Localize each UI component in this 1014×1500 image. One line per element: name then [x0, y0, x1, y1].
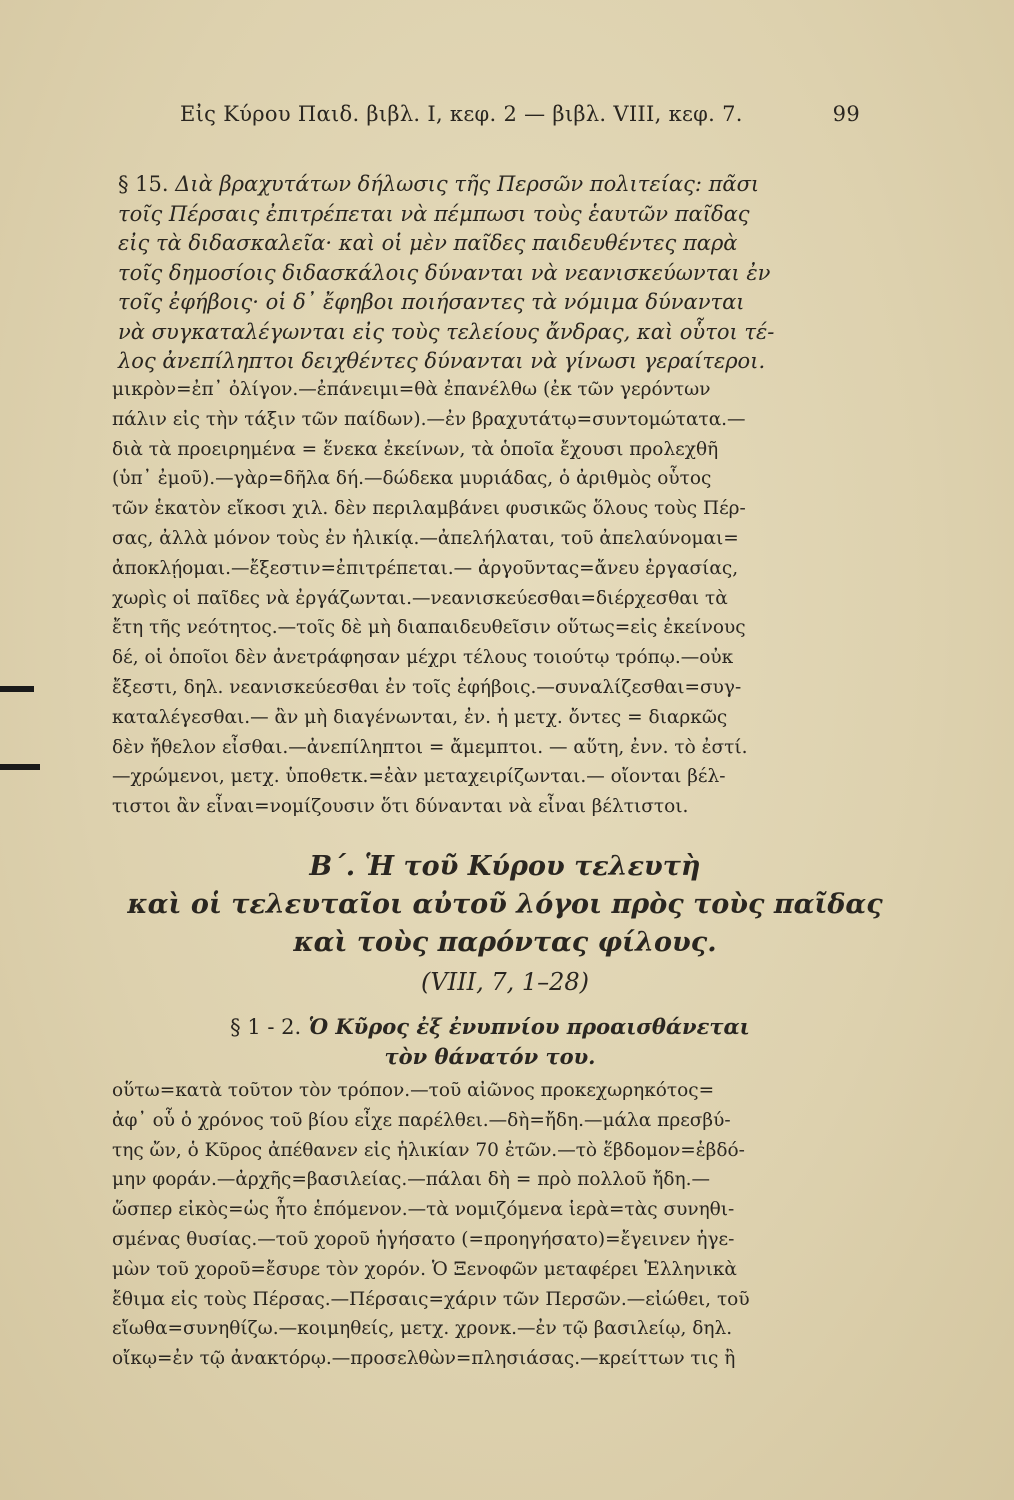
- note-line: διὰ τὰ προειρημένα = ἕνεκα ἐκείνων, τὰ ὁποῖα ἔχουσι προλεχθῆ: [112, 438, 719, 460]
- note-line: σας, ἀλλὰ μόνον τοὺς ἐν ἡλικίᾳ.—ἀπελήλαται, τοῦ ἀπελαύνομαι=: [112, 527, 739, 549]
- chapter-title-line-2: καὶ οἱ τελευταῖοι αὐτοῦ λόγοι πρὸς τοὺς παῖδας: [127, 889, 883, 920]
- section-15-line-3: εἰς τὰ διδασκαλεῖα· καὶ οἱ μὲν παῖδες παιδευθέντες παρὰ: [118, 231, 738, 255]
- section-15-line-5: τοῖς ἐφήβοις· οἱ δ᾽ ἔφηβοι ποιήσαντες τὰ νόμιμα δύνανται: [118, 290, 745, 314]
- note-line: τῶν ἑκατὸν εἴκοσι χιλ. δὲν περιλαμβάνει φυσικῶς ὅλους τοὺς Πέρ-: [112, 498, 746, 520]
- margin-mark: [0, 686, 34, 692]
- section-15-line-2: τοῖς Πέρσαις ἐπιτρέπεται νὰ πέμπωσι τοὺς ἑαυτῶν παῖδας: [118, 201, 750, 226]
- note-line: (ὑπ᾽ ἐμοῦ).—γὰρ=δῆλα δή.—δώδεκα μυριάδας, ὁ ἀριθμὸς οὗτος: [112, 468, 712, 490]
- note-line: δὲν ἤθελον εἶσθαι.—ἀνεπίληπτοι = ἄμεμπτοι. — αὕτη, ἐνν. τὸ ἐστί.: [112, 736, 748, 758]
- chapter-title-line-1: Β΄. Ἡ τοῦ Κύρου τελευτὴ: [309, 851, 701, 882]
- note-line: οὕτω=κατὰ τοῦτον τὸν τρόπον.—τοῦ αἰῶνος προκεχωρηκότος=: [112, 1080, 715, 1101]
- section-15-line-1: § 15. Διὰ βραχυτάτων δήλωσις τῆς Περσῶν πολιτείας: πᾶσι: [118, 172, 760, 196]
- note-line: —χρώμενοι, μετχ. ὑποθετκ.=ἐὰν μεταχειρίζωνται.— οἴονται βέλ-: [112, 766, 726, 788]
- note-line: καταλέγεσθαι.— ἂν μὴ διαγένωνται, ἐν. ἡ μετχ. ὄντες = διαρκῶς: [112, 706, 728, 728]
- section-15-line-4: τοῖς δημοσίοις διδασκάλοις δύνανται νὰ νεανισκεύωνται ἐν: [118, 260, 771, 285]
- note-line: πάλιν εἰς τὴν τάξιν τῶν παίδων).—ἐν βραχυτάτῳ=συντομώτατα.—: [112, 408, 746, 430]
- section-15-line-7: λος ἀνεπίληπτοι δειχθέντες δύνανται νὰ γίνωσι γεραίτεροι.: [118, 349, 766, 373]
- page-number: 99: [832, 102, 860, 126]
- subsection-heading: [190, 1012, 790, 1071]
- chapter-title: [100, 848, 910, 962]
- note-line: χωρὶς οἱ παῖδες νὰ ἐργάζωνται.—νεανισκεύεσθαι=διέρχεσθαι τὰ: [112, 587, 728, 609]
- note-line: ἔθιμα εἰς τοὺς Πέρσας.—Πέρσαις=χάριν τῶν Περσῶν.—εἰώθει, τοῦ: [112, 1288, 750, 1310]
- subsection-title-line-2: τὸν θάνατόν του.: [384, 1044, 596, 1069]
- note-line: μικρὸν=ἐπ᾽ ὀλίγον.—ἐπάνειμι=θὰ ἐπανέλθω (ἐκ τῶν γερόντων: [112, 379, 711, 400]
- note-line: οἴκῳ=ἐν τῷ ἀνακτόρῳ.—προσελθὼν=πλησιάσας.—κρείττων τις ἢ: [112, 1348, 736, 1370]
- commentary-notes-1: [112, 375, 847, 822]
- running-title: Εἰς Κύρου Παιδ. βιβλ. Ι, κεφ. 2 — βιβλ. VIII, κεφ. 7.: [180, 102, 743, 126]
- note-line: ἔξεστι, δηλ. νεανισκεύεσθαι ἐν τοῖς ἐφήβοις.—συναλίζεσθαι=συγ-: [112, 676, 742, 698]
- section-15-text: [118, 170, 863, 377]
- note-line: μὼν τοῦ χοροῦ=ἔσυρε τὸν χορόν. Ὁ Ξενοφῶν μεταφέρει Ἑλληνικὰ: [112, 1258, 737, 1280]
- note-line: δέ, οἱ ὁποῖοι δὲν ἀνετράφησαν μέχρι τέλους τοιούτῳ τρόπῳ.—οὐκ: [112, 647, 734, 669]
- note-line: ἀποκλῄομαι.—ἔξεστιν=ἐπιτρέπεται.— ἀργοῦντας=ἄνευ ἐργασίας,: [112, 557, 739, 579]
- margin-mark: [0, 764, 40, 770]
- note-line: της ὤν, ὁ Κῦρος ἀπέθανεν εἰς ἡλικίαν 70 ἐτῶν.—τὸ ἕβδομον=ἑβδό-: [112, 1139, 745, 1161]
- note-line: σμένας θυσίας.—τοῦ χοροῦ ἡγήσατο (=προηγήσατο)=ἔγεινεν ἡγε-: [112, 1228, 735, 1250]
- note-line: εἴωθα=συνηθίζω.—κοιμηθείς, μετχ. χρονκ.—ἐν τῷ βασιλείῳ, δηλ.: [112, 1318, 733, 1340]
- section-15-line-6: νὰ συγκαταλέγωνται εἰς τοὺς τελείους ἄνδρας, καὶ οὗτοι τέ-: [118, 319, 775, 344]
- commentary-notes-2: [112, 1076, 847, 1374]
- note-line: ἀφ᾽ οὗ ὁ χρόνος τοῦ βίου εἶχε παρέλθει.—δὴ=ἤδη.—μάλα πρεσβύ-: [112, 1109, 731, 1131]
- running-header: [180, 102, 860, 126]
- chapter-reference: (VIII, 7, 1–28): [420, 968, 590, 996]
- note-line: τιστοι ἂν εἶναι=νομίζουσιν ὅτι δύνανται νὰ εἶναι βέλτιστοι.: [112, 796, 689, 818]
- section-15-label: § 15.: [118, 172, 169, 196]
- subsection-number: § 1 - 2.: [230, 1015, 302, 1039]
- note-line: ἔτη τῆς νεότητος.—τοῖς δὲ μὴ διαπαιδευθεῖσιν οὕτως=εἰς ἐκείνους: [112, 617, 746, 639]
- chapter-title-line-3: καὶ τοὺς παρόντας φίλους.: [293, 927, 717, 958]
- note-line: ὥσπερ εἰκὸς=ὡς ἦτο ἑπόμενον.—τὰ νομιζόμενα ἱερὰ=τὰς συνηθι-: [112, 1199, 735, 1221]
- subsection-title-line-1: Ὁ Κῦρος ἐξ ἐνυπνίου προαισθάνεται: [308, 1014, 750, 1039]
- note-line: μην φοράν.—ἀρχῆς=βασιλείας.—πάλαι δὴ = πρὸ πολλοῦ ἤδη.—: [112, 1169, 710, 1191]
